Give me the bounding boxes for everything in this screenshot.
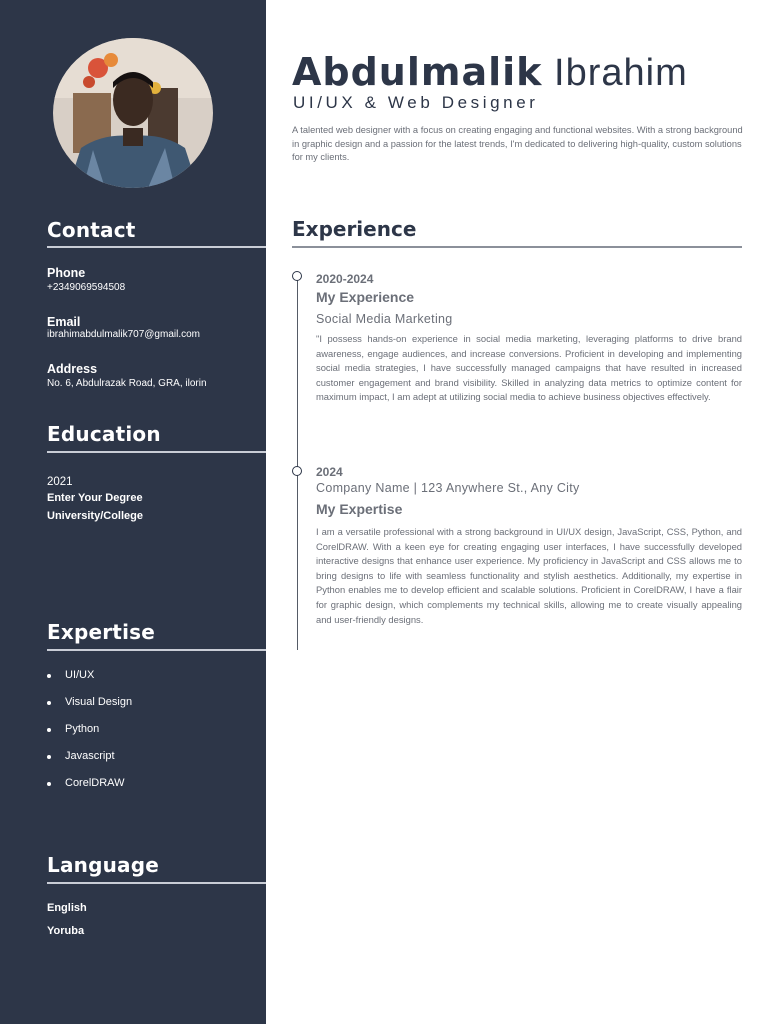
bullet-icon <box>47 728 51 732</box>
timeline-marker-icon <box>292 466 302 476</box>
phone-value[interactable]: +2349069594508 <box>47 282 126 293</box>
email-label: Email <box>47 315 81 329</box>
language-item: English <box>47 902 87 914</box>
bullet-icon <box>47 701 51 705</box>
experience-year: 2024 <box>316 465 343 479</box>
experience-heading: Experience <box>292 217 417 241</box>
bullet-icon <box>47 755 51 759</box>
expertise-item-label: Python <box>65 723 100 735</box>
expertise-item-label: UI/UX <box>65 669 95 681</box>
experience-description: I am a versatile professional with a strong background in UI/UX design, JavaScript, CSS, Python, and CorelDRAW. With a keen eye for creating engaging user interfaces, I have successfully developed interactive designs that enhance user experience. My proficiency in JavaScript and CSS allows me to bring designs to life with seamless functionality and stylish aesthetics. Additionally, my expertise in Python enables me to develop efficient and scalable solutions. Proficient in CorelDRAW, I have a flair for graphic design, which complements my technical skills, allowing me to create visually appealing and user-friendly designs. <box>316 526 742 625</box>
education-school: University/College <box>47 510 143 522</box>
expertise-item-label: Visual Design <box>65 696 133 708</box>
profile-photo <box>53 38 213 188</box>
expertise-item-label: CorelDRAW <box>65 777 125 789</box>
contact-divider <box>47 246 266 248</box>
timeline-line <box>297 276 299 650</box>
expertise-divider <box>47 649 266 651</box>
timeline-marker-icon <box>292 271 302 281</box>
address-label: Address <box>47 362 98 376</box>
experience-title: My Expertise <box>316 501 403 517</box>
experience-subtitle: Social Media Marketing <box>316 312 453 326</box>
experience-subtitle: Company Name | 123 Anywhere St., Any City <box>316 481 580 495</box>
full-name <box>292 50 688 95</box>
contact-heading: Contact <box>47 218 136 242</box>
profile-summary: A talented web designer with a focus on creating engaging and functional websites. With a strong background in graphic design and a passion for the latest trends, I'm dedicated to delivering high-quality, custom solutions for my clients. <box>292 125 743 162</box>
profile-photo-illustration <box>53 38 213 188</box>
experience-year: 2020-2024 <box>316 272 374 286</box>
experience-title: My Experience <box>316 289 415 305</box>
sidebar <box>0 0 266 1024</box>
first-name: Abdulmalik <box>292 50 543 94</box>
bullet-icon <box>47 782 51 786</box>
address-value: No. 6, Abdulrazak Road, GRA, ilorin <box>47 378 207 389</box>
language-divider <box>47 882 266 884</box>
education-degree: Enter Your Degree <box>47 492 143 504</box>
email-value[interactable]: ibrahimabdulmalik707@gmail.com <box>47 329 200 340</box>
education-divider <box>47 451 266 453</box>
expertise-heading: Expertise <box>47 620 155 644</box>
experience-divider <box>292 246 742 248</box>
job-title: UI/UX & Web Designer <box>293 93 539 112</box>
language-item: Yoruba <box>47 925 85 937</box>
education-year: 2021 <box>47 476 73 488</box>
education-heading: Education <box>47 422 161 446</box>
experience-description: "I possess hands-on experience in social media marketing, leveraging platforms to drive brand awareness, engage audiences, and increase conversions. Proficient in developing and implementing social media strategies, I have successfully managed campaigns that have resulted in increased customer engagement and brand visibility. Skilled in analyzing data metrics to optimize content for maximum impact, I am adept at utilizing social media to achieve business objectives effectively. <box>316 333 742 403</box>
phone-label: Phone <box>47 266 86 280</box>
last-name: Ibrahim <box>554 52 688 94</box>
language-heading: Language <box>47 853 160 877</box>
bullet-icon <box>47 674 51 678</box>
expertise-item-label: Javascript <box>65 750 115 762</box>
